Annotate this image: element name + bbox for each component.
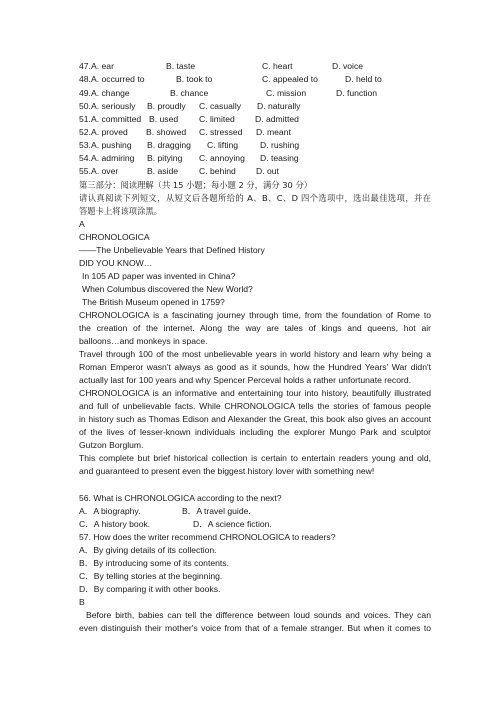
option-b: B. taste [166, 61, 196, 71]
question-stem: 57. How does the writer recommend CHRONOLOGICA to readers? [79, 532, 336, 542]
question-number: 52. [79, 127, 91, 137]
option-c: C．A history book. [79, 519, 151, 529]
paragraph-line: the creation of the internet. Along the way are tales of kings and queens, hot air [79, 323, 431, 333]
question-stem: 56. What is CHRONOLOGICA according to the next? [79, 493, 282, 503]
option-d: D. teasing [260, 153, 299, 163]
question-number: 48. [79, 74, 91, 84]
option-a: A. seriously [91, 101, 136, 111]
question-number: 50. [79, 101, 91, 111]
fact-item: In 105 AD paper was invented in China? [82, 271, 236, 281]
option-d: D. naturally [257, 101, 301, 111]
option-a: A. pushing [91, 140, 132, 150]
paragraph-line: This complete but brief historical collection is certain to entertain readers young and old, [79, 453, 431, 463]
paragraph-line: in history such as Thomas Edison and Alexander the Great, this book also gives an account [79, 414, 431, 424]
option-a: A. over [91, 166, 119, 176]
option-a: A．A biography. [79, 506, 141, 516]
paragraph-line: and full of unbelievable facts. While CHRONOLOGICA tells the stories of famous people [79, 401, 431, 411]
option-a: A. ear [91, 61, 114, 71]
passage-letter: B [79, 597, 85, 607]
fact-item: When Columbus discovered the New World? [82, 284, 253, 294]
option-a: A. change [91, 88, 130, 98]
option-d: D. held to [345, 74, 382, 84]
question-number: 49. [79, 88, 91, 98]
option-c: C. casually [199, 101, 242, 111]
option-b: B. took to [176, 74, 213, 84]
section-instructions: 请认真阅读下列短文，从短文后各题所给的 A、B、C、D 四个选项中，选出最佳选项，并在 [79, 193, 431, 203]
option-a: A．By giving details of its collection. [79, 545, 217, 555]
option-c: C．By telling stories at the beginning. [79, 571, 223, 581]
paragraph-line: Travel through 100 of the most unbelievable years in world history and learn why being a [79, 349, 431, 359]
question-number: 55. [79, 166, 91, 176]
passage-subtitle: ——The Unbelievable Years that Defined History [79, 245, 265, 255]
option-b: B．By introducing some of its contents. [79, 558, 229, 568]
option-b: B. used [149, 114, 179, 124]
option-d: D. meant [256, 127, 291, 137]
section-heading: 第三部分：阅读理解（共 15 小题；每小题 2 分，满分 30 分） [79, 180, 313, 190]
option-b: B. dragging [147, 140, 191, 150]
option-d: D. admitted [255, 114, 299, 124]
paragraph-line: Before birth, babies can tell the difference between loud sounds and voices. They can [86, 610, 431, 620]
paragraph-line: Gutzon Borglum. [79, 440, 144, 450]
passage-letter: A [79, 219, 85, 229]
fact-item: The British Museum opened in 1759? [82, 297, 225, 307]
question-number: 47. [79, 61, 91, 71]
paragraph-line: balloons…and monkeys in space. [79, 336, 208, 346]
option-c: C. mission [266, 88, 307, 98]
question-number: 54. [79, 153, 91, 163]
option-d: D. function [336, 88, 378, 98]
option-d: D. out [256, 166, 279, 176]
paragraph-line: CHRONOLOGICA is a fascinating journey through time, from the foundation of Rome to [79, 310, 431, 320]
option-d: D．By comparing it with other books. [79, 584, 221, 594]
option-a: A. committed [91, 114, 142, 124]
option-a: A. occurred to [91, 74, 145, 84]
option-b: B. aside [147, 166, 179, 176]
option-b: B．A travel guide. [182, 506, 251, 516]
question-number: 51. [79, 114, 91, 124]
option-c: C. heart [262, 61, 293, 71]
option-b: B. chance [170, 88, 209, 98]
option-d: D. rushing [260, 140, 300, 150]
paragraph-line: CHRONOLOGICA is an informative and entertaining tour into history, beautifully illustrated [79, 388, 431, 398]
option-b: B. showed [146, 127, 187, 137]
option-b: B. proudly [147, 101, 186, 111]
option-c: C. lifting [207, 140, 239, 150]
question-number: 53. [79, 140, 91, 150]
option-c: C. stressed [199, 127, 243, 137]
option-a: A. admiring [91, 153, 135, 163]
option-c: C. behind [199, 166, 236, 176]
option-c: C. appealed to [262, 74, 318, 84]
option-d: D．A science fiction. [193, 519, 272, 529]
option-a: A. proved [91, 127, 128, 137]
section-instructions-cont: 答题卡上将该项涂黑。 [79, 206, 162, 216]
option-d: D. voice [332, 61, 364, 71]
did-you-know-heading: DID YOU KNOW… [79, 258, 153, 268]
option-c: C. annoying [199, 153, 245, 163]
option-c: C. limited [199, 114, 235, 124]
paragraph-line: Roman Emperor wasn't always as good as it sounds, how the Hundred Years' War didn't [79, 362, 431, 372]
paragraph-line: of the lives of lesser-known individuals including the explorer Mungo Park and sculptor [79, 427, 431, 437]
paragraph-line: even distinguish their mother's voice from that of a female stranger. But when it comes to [79, 623, 431, 633]
passage-title: CHRONOLOGICA [79, 232, 150, 242]
paragraph-line: and guaranteed to present even the biggest history lover with something new! [79, 466, 375, 476]
option-b: B. pitying [147, 153, 183, 163]
paragraph-line: actually last for 100 years and why Spencer Perceval holds a rather unfortunate record. [79, 375, 411, 385]
